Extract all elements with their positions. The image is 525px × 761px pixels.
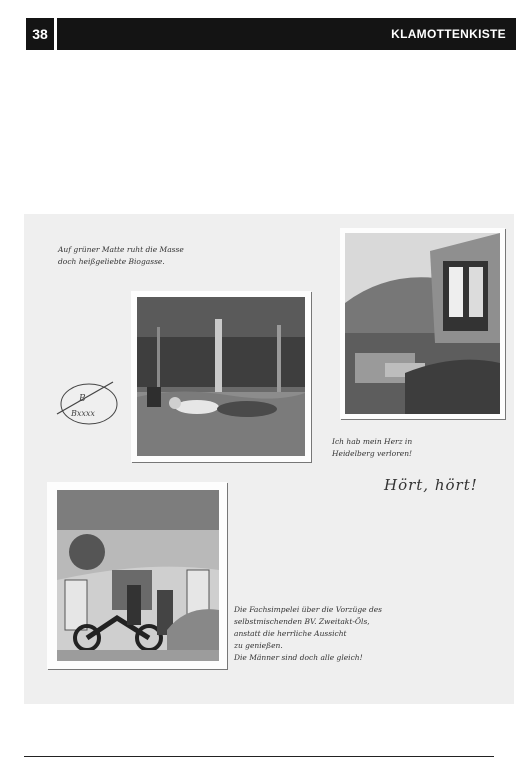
photo-heidelberg-view xyxy=(340,228,505,419)
svg-text:B: B xyxy=(79,394,86,404)
caption-mid-line-2: Heidelberg verloren! xyxy=(332,449,413,458)
photo-lying-in-grass xyxy=(131,291,311,462)
caption-mid xyxy=(332,436,412,460)
caption-shout: Hört, hört! xyxy=(384,476,478,494)
caption-top-line-2: doch heißgeliebte Biogasse. xyxy=(58,257,165,266)
caption-bottom-line-4: zu genießen. xyxy=(234,641,283,650)
caption-bottom-line-1: Die Fachsimpelei über die Vorzüge des xyxy=(234,605,383,614)
caption-bottom-line-2: selbstmischenden BV. Zweitakt-Öls, xyxy=(234,617,370,626)
album-page-scan xyxy=(24,214,514,704)
footer-rule xyxy=(24,756,494,757)
caption-bottom xyxy=(234,604,382,664)
photo-lying-in-grass-image xyxy=(137,297,305,456)
caption-bottom-line-3: anstatt die herrliche Aussicht xyxy=(234,629,347,638)
photo-gas-station-image xyxy=(57,490,219,661)
page-number: 38 xyxy=(26,18,57,50)
svg-text:Bxxxx: Bxxxx xyxy=(71,409,95,418)
stamp-logo xyxy=(55,374,121,430)
section-title: KLAMOTTENKISTE xyxy=(391,27,506,41)
caption-top xyxy=(58,244,184,268)
photo-gas-station xyxy=(47,482,227,669)
caption-mid-line-1: Ich hab mein Herz in xyxy=(332,437,413,446)
photo-heidelberg-view-image xyxy=(345,233,500,414)
caption-top-line-1: Auf grüner Matte ruht die Masse xyxy=(58,245,184,254)
page-header xyxy=(26,18,516,50)
caption-bottom-line-5: Die Männer sind doch alle gleich! xyxy=(234,653,363,662)
